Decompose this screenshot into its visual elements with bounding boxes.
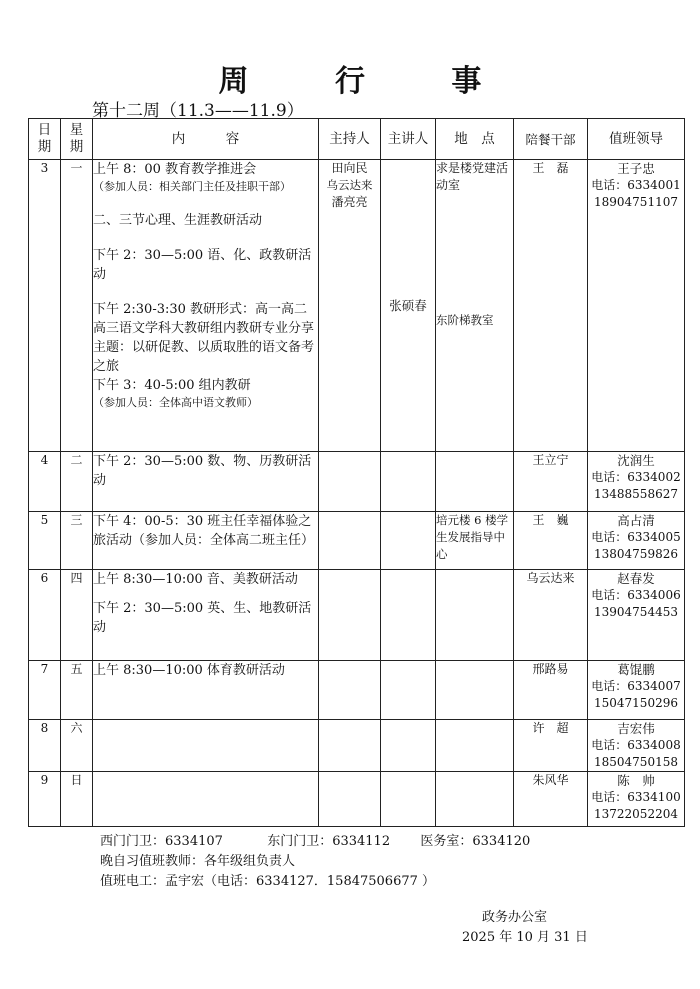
speaker-cell: 张硕春 — [381, 160, 436, 452]
leader-cell — [588, 661, 685, 720]
leader-cell — [588, 570, 685, 661]
speaker-cell — [381, 512, 436, 570]
header-location: 地 点 — [436, 119, 514, 160]
issue-date: 2025 年 10 月 31 日 — [462, 930, 588, 945]
table-row — [29, 452, 685, 512]
leader-name: 沈润生 — [617, 453, 655, 468]
cadre-cell: 王 巍 — [514, 512, 588, 570]
schedule-table — [28, 118, 685, 827]
activity-line: 下午 4：00-5：30 班主任幸福体验之旅活动（参加人员：全体高二班主任） — [93, 514, 315, 548]
leader-phone: 电话：6334007 — [591, 679, 681, 693]
location-cell — [436, 570, 514, 661]
footer-phones — [100, 830, 530, 849]
activity-line: 二、三节心理、生涯教研活动 — [93, 213, 263, 228]
weekday-cell: 五 — [61, 661, 93, 720]
weekday-cell: 四 — [61, 570, 93, 661]
host-cell — [319, 160, 381, 452]
speaker-cell — [381, 661, 436, 720]
header-host: 主持人 — [319, 119, 381, 160]
content-cell — [93, 512, 319, 570]
leader-mobile: 13722052204 — [594, 807, 678, 821]
date-cell: 8 — [29, 720, 61, 772]
cadre-cell: 许 超 — [514, 720, 588, 772]
leader-phone: 电话：6334001 — [591, 178, 681, 192]
leader-mobile: 13904754453 — [594, 605, 678, 619]
leader-phone: 电话：6334100 — [591, 790, 681, 804]
speaker-cell — [381, 720, 436, 772]
leader-phone: 电话：6334006 — [591, 588, 681, 602]
content-cell — [93, 772, 319, 827]
leader-phone: 电话：6334005 — [591, 530, 681, 544]
weekday-cell: 一 — [61, 160, 93, 452]
week-range: 第十二周（11.3——11.9） — [92, 101, 304, 121]
host-cell — [319, 512, 381, 570]
leader-phone: 电话：6334002 — [591, 470, 681, 484]
header-content: 内 容 — [93, 119, 319, 160]
activity-line: 下午 3：40-5:00 组内教研 — [93, 378, 251, 393]
electrician-duty: 值班电工：孟宇宏（电话：6334127．15847506677 ） — [100, 874, 436, 889]
weekday-cell: 三 — [61, 512, 93, 570]
activity-line: 上午 8：00 教育教学推进会 — [93, 162, 257, 177]
content-cell — [93, 160, 319, 452]
content-cell — [93, 452, 319, 512]
table-row — [29, 772, 685, 827]
host-cell — [319, 570, 381, 661]
content-cell — [93, 720, 319, 772]
activity-line: 下午 2:30-3:30 教研形式：高一高二高三语文学科大教研组内教研专业分享主题：以研促教、以质取胜的语文备考之旅 — [93, 302, 315, 374]
header-leader: 值班领导 — [588, 119, 685, 160]
date-cell: 5 — [29, 512, 61, 570]
issuing-office: 政务办公室 — [482, 910, 548, 925]
table-row — [29, 661, 685, 720]
header-cadre: 陪餐干部 — [514, 119, 588, 160]
location-cell — [436, 772, 514, 827]
date-cell: 7 — [29, 661, 61, 720]
leader-name: 高占清 — [617, 513, 655, 528]
content-cell — [93, 661, 319, 720]
content-cell — [93, 570, 319, 661]
leader-name: 赵春发 — [617, 571, 655, 586]
leader-mobile: 15047150296 — [594, 696, 678, 710]
leader-cell — [588, 720, 685, 772]
host-name: 潘亮亮 — [331, 195, 368, 209]
leader-cell — [588, 160, 685, 452]
leader-name: 陈 帅 — [617, 773, 655, 788]
weekday-cell: 日 — [61, 772, 93, 827]
leader-cell — [588, 772, 685, 827]
table-row — [29, 720, 685, 772]
location-cell — [436, 452, 514, 512]
speaker-cell — [381, 570, 436, 661]
activity-note: （参加人员：全体高中语文教师） — [93, 396, 258, 409]
host-cell — [319, 452, 381, 512]
activity-line: 上午 8:30—10:00 音、美教研活动 — [93, 572, 298, 587]
table-row — [29, 570, 685, 661]
activity-note: （参加人员：相关部门主任及挂职干部） — [93, 180, 291, 193]
host-cell — [319, 772, 381, 827]
header-weekday: 星 期 — [61, 119, 93, 160]
leader-mobile: 13804759826 — [594, 547, 678, 561]
leader-name: 王子忠 — [617, 161, 655, 176]
date-cell: 6 — [29, 570, 61, 661]
leader-name: 吉宏伟 — [617, 721, 655, 736]
location-cell — [436, 661, 514, 720]
leader-mobile: 18504750158 — [594, 755, 678, 769]
evening-duty: 晚自习值班教师：各年级组负责人 — [100, 854, 296, 869]
host-cell — [319, 720, 381, 772]
speaker-cell — [381, 452, 436, 512]
page-title: 周 行 事 — [218, 64, 520, 99]
cadre-cell: 乌云达来 — [514, 570, 588, 661]
location-cell: 培元楼 6 楼学生发展指导中心 — [436, 512, 514, 570]
date-cell: 4 — [29, 452, 61, 512]
activity-line: 下午 2：30—5:00 语、化、政教研活动 — [93, 248, 312, 282]
location-cell — [436, 720, 514, 772]
cadre-cell: 王立宁 — [514, 452, 588, 512]
west-gate-phone: 西门门卫：6334107 — [100, 834, 223, 849]
location-cell — [436, 160, 514, 452]
activity-line: 下午 2：30—5:00 数、物、历教研活动 — [93, 454, 312, 488]
leader-cell — [588, 512, 685, 570]
header-date: 日 期 — [29, 119, 61, 160]
leader-phone: 电话：6334008 — [591, 738, 681, 752]
weekday-cell: 二 — [61, 452, 93, 512]
clinic-phone: 医务室：6334120 — [420, 834, 531, 849]
activity-line: 上午 8:30—10:00 体育教研活动 — [93, 663, 285, 678]
leader-mobile: 13488558627 — [594, 487, 678, 501]
leader-name: 葛馄鹏 — [617, 662, 655, 677]
leader-cell — [588, 452, 685, 512]
date-cell: 9 — [29, 772, 61, 827]
header-row — [29, 119, 685, 160]
host-name: 田向民 — [331, 161, 368, 175]
date-cell: 3 — [29, 160, 61, 452]
host-cell — [319, 661, 381, 720]
cadre-cell: 王 磊 — [514, 160, 588, 452]
host-name: 乌云达来 — [326, 178, 373, 192]
table-row — [29, 512, 685, 570]
weekday-cell: 六 — [61, 720, 93, 772]
cadre-cell: 邢路易 — [514, 661, 588, 720]
location-name: 东阶梯教室 — [436, 313, 494, 327]
location-name: 求是楼党建活动室 — [436, 161, 509, 192]
leader-mobile: 18904751107 — [594, 195, 678, 209]
speaker-cell — [381, 772, 436, 827]
cadre-cell: 朱风华 — [514, 772, 588, 827]
header-speaker: 主讲人 — [381, 119, 436, 160]
activity-line: 下午 2：30—5:00 英、生、地教研活动 — [93, 601, 312, 635]
east-gate-phone: 东门门卫：6334112 — [267, 834, 391, 849]
table-row — [29, 160, 685, 452]
